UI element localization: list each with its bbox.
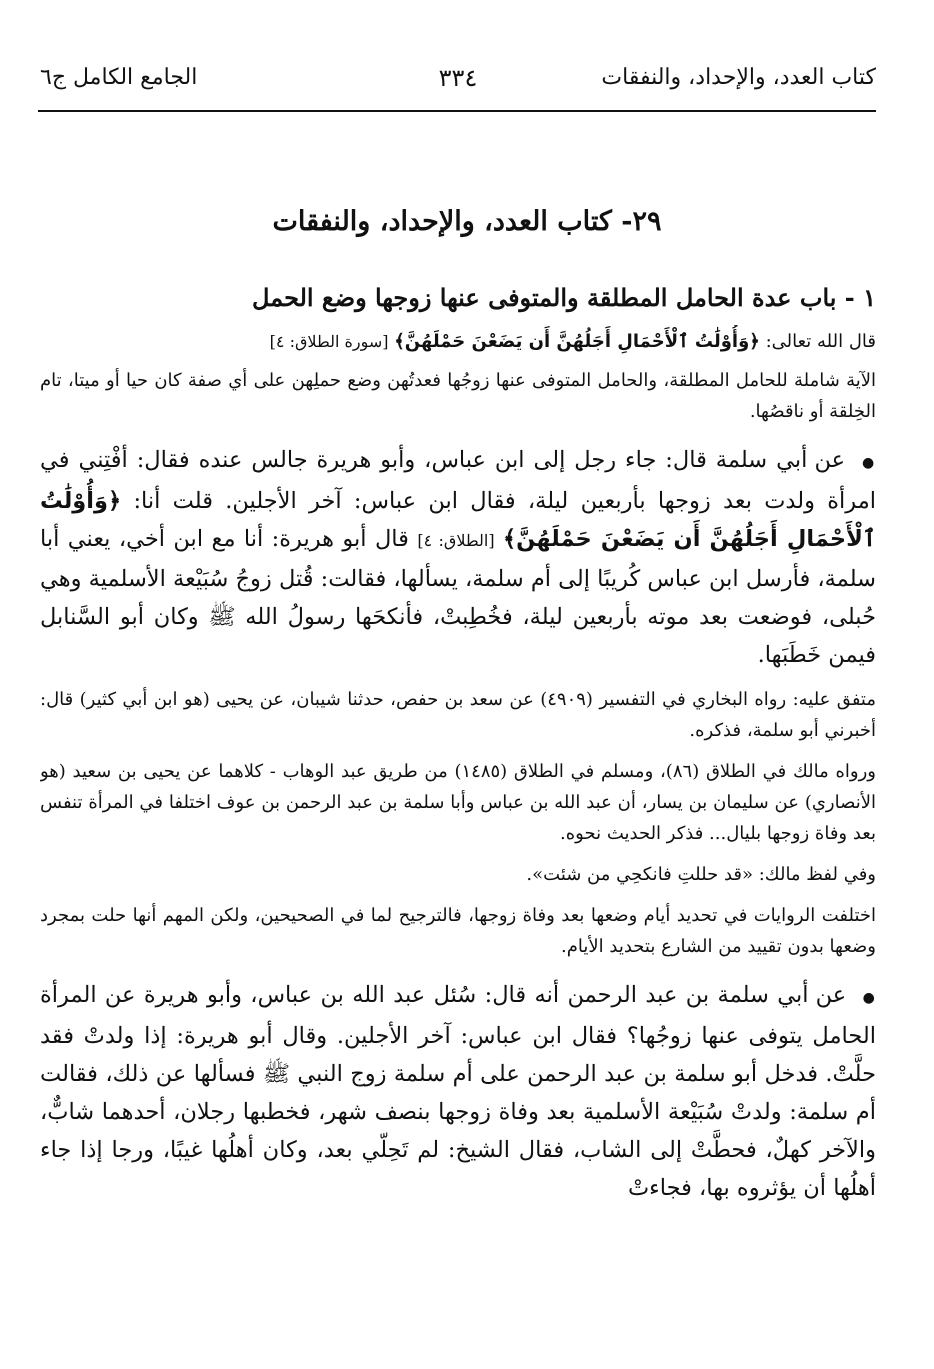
hadith-text-part1: عن أبي سلمة قال: جاء رجل إلى ابن عباس، وأبو هريرة جالس عنده فقال: أفْتِني في امرأة ولدت بعد زوجها بأربعين ليلة، فقال ابن عباس: آخر الأجلين. قلت أنا: — [40, 447, 876, 514]
hadith-verse-reference: [الطلاق: ٤] — [417, 531, 495, 550]
takhrij-paragraph: ورواه مالك في الطلاق (٨٦)، ومسلم في الطلاق (١٤٨٥) من طريق عبد الوهاب - كلاهما عن يحيى بن سعيد (هو الأنصاري) عن سليمان بن يسار، أن عبد الله بن عباس وأبا سلمة بن عبد الرحمن بن عوف اختلفا في المرأة تنفس بعد وفاة زوجها بليال... فذكر الحديث نحوه. — [40, 761, 876, 844]
verse-commentary: الآية شاملة للحامل المطلقة، والحامل المتوفى عنها زوجُها فعدتُهن وضع حملِهن على أي صفة كان حيا أو ميتا، تام الخِلقة أو ناقصُها. — [40, 370, 876, 422]
takhrij-paragraph: متفق عليه: رواه البخاري في التفسير (٤٩٠٩) عن سعد بن حفص، حدثنا شيبان، عن يحيى (هو ابن أبي كثير) قال: أخبرني أبو سلمة، فذكره. — [40, 689, 876, 741]
running-header — [40, 58, 876, 98]
takhrij-paragraph: وفي لفظ مالك: «قد حللتِ فانكحِي من شئت». — [526, 864, 876, 885]
header-volume: الجامع الكامل ج٦ — [40, 65, 198, 90]
hadith-paragraph — [40, 976, 876, 1207]
chapter-heading: ١ - باب عدة الحامل المطلقة والمتوفى عنها زوجها وضع الحمل — [252, 283, 876, 312]
bullet-icon: ● — [862, 455, 876, 471]
verse-text: ﴿وَأُوْلَٰتُ ٱلْأَحْمَالِ أَجَلُهُنَّ أَن يَضَعْنَ حَمْلَهُنَّ﴾ — [394, 331, 760, 352]
page-number: ٣٣٤ — [438, 64, 478, 92]
hadith-paragraph — [40, 441, 876, 674]
hadith-text-part2: قال أبو هريرة: أنا مع ابن أخي، يعني أبا سلمة، فأرسل ابن عباس كُريبًا إلى أم سلمة، يسألها، فقالت: قُتل زوجُ سُبَيْعة الأسلمية وهي حُبلى، فوضعت بعد موته بأربعين ليلة، فخُطِبتْ، فأنكحَها رسولُ الله ﷺ وكان أبو السَّنابل فيمن خَطَبَها. — [40, 526, 876, 668]
note-paragraph: اختلفت الروايات في تحديد أيام وضعها بعد وفاة زوجها، فالترجيح لما في الصحيحين، ولكن المهم أنها حلت بمجرد وضعها بدون تقييد من الشارع بتحديد الأيام. — [40, 905, 876, 957]
page-content — [40, 325, 876, 1355]
verse-paragraph — [40, 325, 876, 359]
header-book-title: كتاب العدد، والإحداد، والنفقات — [601, 65, 876, 90]
hadith-text: عن أبي سلمة بن عبد الرحمن أنه قال: سُئل عبد الله بن عباس، وأبو هريرة عن المرأة الحامل يتوفى عنها زوجُها؟ فقال ابن عباس: آخر الأجلين. وقال أبو هريرة: إذا ولدتْ فقد حلَّتْ. فدخل أبو سلمة بن عبد الرحمن على أم سلمة زوج النبي ﷺ فسألها عن ذلك، فقالت أم سلمة: ولدتْ سُبَيْعة الأسلمية بعد وفاة زوجها بنصف شهر، فخطبها رجلان، أحدهما شابٌّ، والآخر كهلٌ، فحطَّتْ إلى الشاب، فقال الشيخ: لم تَحِلّي بعد، وكان أهلُها غيبًا، ورجا إذا جاء أهلُها أن يؤثروه بها، فجاءتْ — [40, 982, 876, 1201]
verse-intro: قال الله تعالى: — [765, 331, 876, 352]
hadith-verse-text: ﴿وَأُوْلَٰتُ ٱلْأَحْمَالِ أَجَلُهُنَّ أَن يَضَعْنَ حَمْلَهُنَّ﴾ — [40, 488, 876, 552]
bullet-icon: ● — [862, 990, 876, 1006]
verse-reference: [سورة الطلاق: ٤] — [269, 332, 389, 351]
header-divider — [38, 110, 876, 112]
book-title: ٢٩- كتاب العدد، والإحداد، والنفقات — [272, 206, 662, 237]
